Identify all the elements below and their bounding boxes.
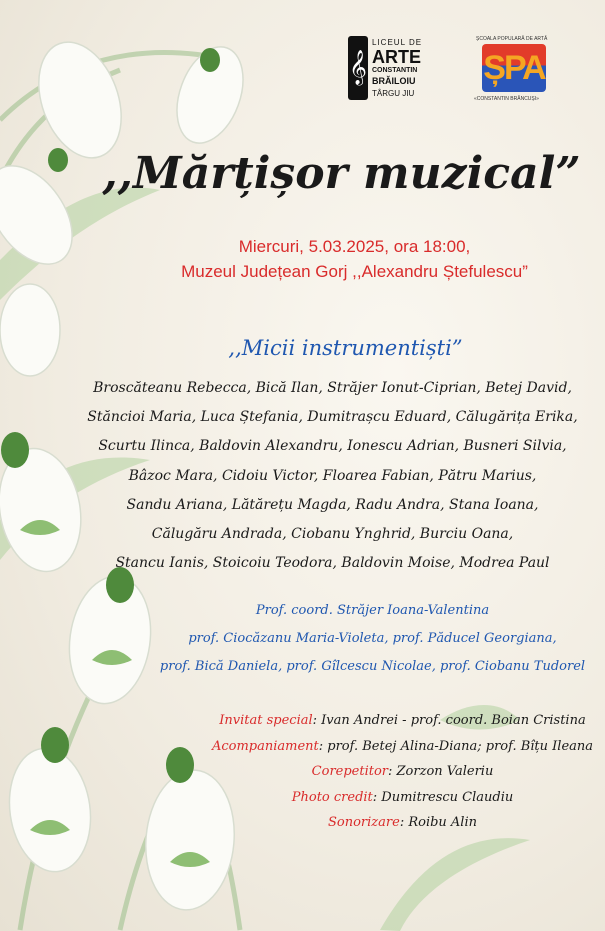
school-logo bbox=[348, 36, 430, 102]
event-date-time: Miercuri, 5.03.2025, ora 18:00, bbox=[238, 237, 471, 256]
credit-value: : Zorzon Valeriu bbox=[388, 764, 494, 779]
credit-sound bbox=[200, 810, 605, 836]
logo-line: LICEUL DE bbox=[372, 38, 423, 47]
credit-special-guest bbox=[200, 708, 605, 734]
credit-value: : Dumitrescu Claudiu bbox=[372, 789, 514, 805]
logo-caption-bottom: «CONSTANTIN BRÂNCUȘI» bbox=[474, 96, 539, 102]
logo-line: TÂRGU JIU bbox=[372, 89, 415, 98]
logo-line: ARTE bbox=[372, 47, 421, 67]
credit-label: Corepetitor bbox=[311, 764, 389, 779]
event-venue: Muzeul Județean Gorj ,,Alexandru Ștefulescu” bbox=[181, 262, 528, 281]
credit-value: : Roibu Alin bbox=[399, 815, 477, 830]
logo-caption-top: ȘCOALA POPULARĂ DE ARTĂ bbox=[476, 36, 548, 42]
professor-list bbox=[140, 597, 605, 681]
student-list bbox=[60, 374, 605, 578]
student-line: Scurtu Ilinca, Baldovin Alexandru, Ionescu Adrian, Busneri Silvia, bbox=[98, 438, 567, 455]
professor-line: prof. Bică Daniela, prof. Gîlcescu Nicolae, prof. Ciobanu Tudorel bbox=[159, 659, 586, 674]
credit-label: Acompaniament bbox=[211, 738, 319, 754]
credit-label: Sonorizare bbox=[328, 815, 400, 830]
treble-clef-icon: 𝄞 bbox=[348, 36, 368, 100]
credit-repetiteur bbox=[200, 759, 605, 785]
student-line: Sandu Ariana, Lătărețu Magda, Radu Andra, Stana Ioana, bbox=[126, 496, 539, 513]
student-line: Stăncioi Maria, Luca Ștefania, Dumitrașcu Eduard, Călugărița Erika, bbox=[87, 409, 578, 426]
credit-label: Photo credit bbox=[291, 789, 373, 805]
credit-value: : prof. Betej Alina-Diana; prof. Bîțu Ileana bbox=[318, 738, 594, 754]
credit-photo bbox=[200, 785, 605, 811]
student-line: Stancu Ianis, Stoicoiu Teodora, Baldovin Moise, Modrea Paul bbox=[115, 555, 550, 572]
professor-line: prof. Ciocăzanu Maria-Violeta, prof. Păducel Georgiana, bbox=[188, 631, 557, 646]
professor-line: Prof. coord. Străjer Ioana-Valentina bbox=[255, 603, 490, 618]
credits-list bbox=[200, 708, 605, 836]
logo-line: CONSTANTIN bbox=[372, 67, 418, 74]
student-line: Broscăteanu Rebecca, Bică Ilan, Străjer Ionut-Ciprian, Betej David, bbox=[93, 380, 572, 396]
credit-value: : Ivan Andrei - prof. coord. Boian Cristina bbox=[312, 713, 586, 728]
logo-line: BRĂILOIU bbox=[372, 76, 416, 86]
student-line: Bâzoc Mara, Cidoiu Victor, Floarea Fabian, Pătru Marius, bbox=[128, 467, 537, 484]
poster-title: ,,Mărțișor muzical” bbox=[102, 148, 581, 199]
credit-label: Invitat special bbox=[219, 713, 313, 728]
section-subtitle: ,,Micii instrumentiști” bbox=[228, 336, 463, 360]
folk-art-school-logo bbox=[474, 36, 556, 104]
credit-accompaniment bbox=[200, 734, 605, 760]
student-line: Călugăru Andrada, Ciobanu Ynghrid, Burciu Oana, bbox=[151, 525, 514, 542]
spa-mark: ȘPA bbox=[482, 44, 546, 92]
